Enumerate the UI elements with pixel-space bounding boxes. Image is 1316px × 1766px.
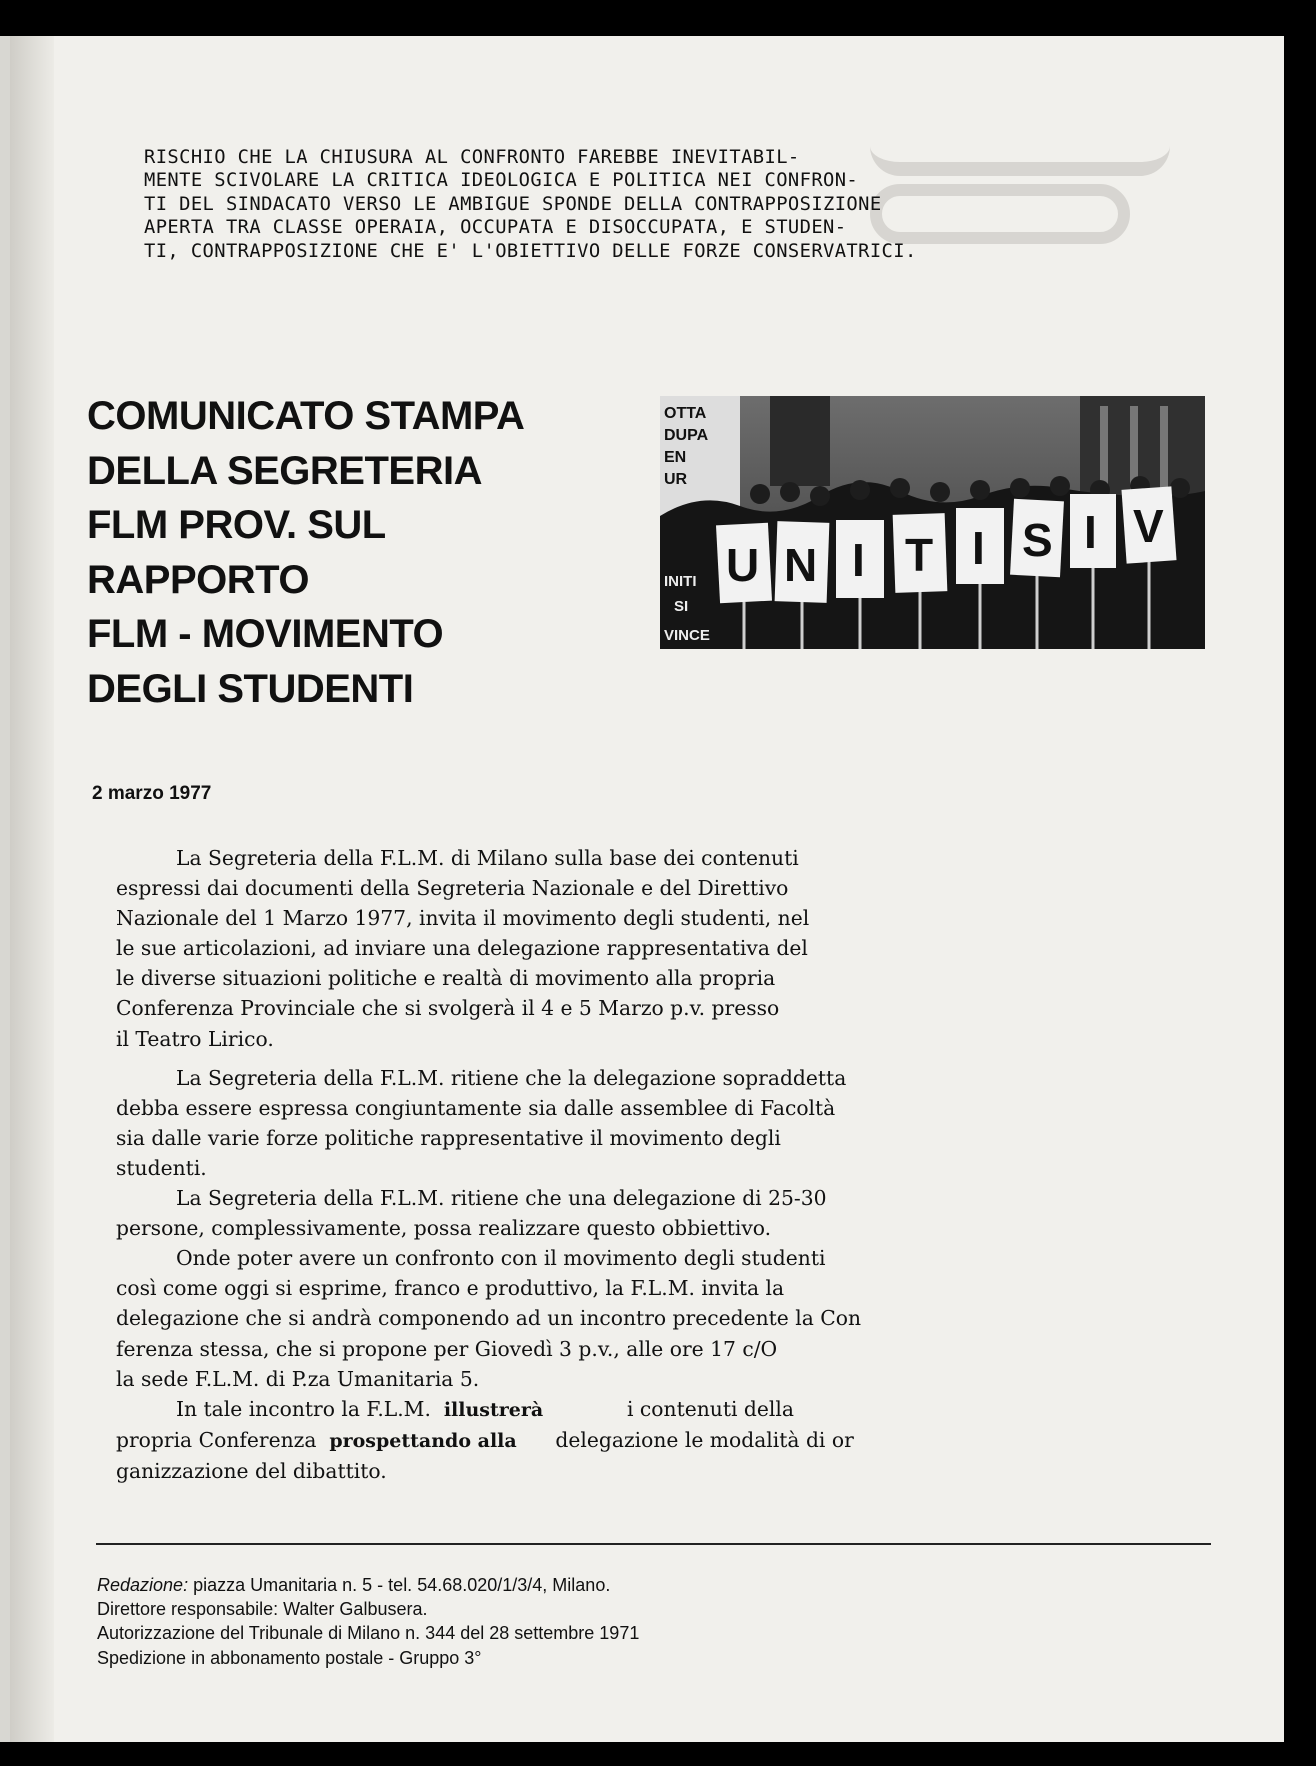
body-line: le diverse situazioni politiche e realtà di movimento alla propria [116,966,776,991]
colophon-redazione-label: Redazione: [97,1575,189,1595]
body-fragment: propria Conferenza [116,1427,317,1452]
headline-line: FLM - MOVIMENTO [87,612,444,656]
headline-line: RAPPORTO [87,557,309,602]
body-line: La Segreteria della F.L.M. ritiene che la delegazione sopraddetta [176,1065,847,1090]
body-line: il Teatro Lirico. [116,1026,274,1051]
photo-sign-letter: I [852,534,865,586]
photo-sign-letter: I [972,522,985,574]
photo-sign-letter: U [726,539,760,591]
body-line: espressi dai documenti della Segreteria Nazionale e del Direttivo [116,876,789,901]
body-line: persone, complessivamente, possa realizzare questo obbiettivo. [116,1216,772,1241]
body-text [116,843,1196,1486]
body-line: sia dalle varie forze politiche rappresentative il movimento degli [116,1125,781,1150]
top-line: MENTE SCIVOLARE LA CRITICA IDEOLOGICA E POLITICA NEI CONFRON- [144,170,859,192]
body-fragment: In tale incontro la F.L.M. [176,1396,431,1421]
photo-sign-letter: T [905,529,934,581]
body-line: delegazione che si andrà componendo ad un incontro precedente la Con [116,1306,862,1331]
headline-line: DELLA SEGRETERIA [87,448,482,493]
photo-banner-line: UR [664,471,688,488]
body-line: ganizzazione del dibattito. [116,1458,387,1483]
colophon-redazione-text: piazza Umanitaria n. 5 - tel. 54.68.020/1/3/4, Milano. [193,1575,611,1595]
top-line: TI DEL SINDACATO VERSO LE AMBIGUE SPONDE DELLA CONTRAPPOSIZIONE [144,193,882,215]
photo-side-line: INITI [664,573,697,590]
body-fragment-bold: illustrerà [443,1398,544,1421]
protest-photo [660,396,1205,649]
top-line: RISCHIO CHE LA CHIUSURA AL CONFRONTO FAREBBE INEVITABIL- [144,147,800,168]
body-line: Conferenza Provinciale che si svolgerà il 4 e 5 Marzo p.v. presso [116,996,780,1021]
colophon-divider [96,1543,1211,1545]
colophon-spedizione: Spedizione in abbonamento postale - Gruppo 3° [97,1647,482,1668]
body-line: la sede F.L.M. di P.za Umanitaria 5. [116,1366,480,1391]
photo-side-line: SI [674,598,689,615]
headline-line: DEGLI STUDENTI [87,666,414,711]
colophon-autorizzazione: Autorizzazione del Tribunale di Milano n. 344 del 28 settembre 1971 [97,1623,640,1644]
body-line: La Segreteria della F.L.M. di Milano sulla base dei contenuti [176,846,799,870]
document-page [0,36,1284,1742]
photo-banner-line: EN [664,449,687,466]
body-line: La Segreteria della F.L.M. ritiene che una delegazione di 25-30 [176,1186,827,1211]
top-line: APERTA TRA CLASSE OPERAIA, OCCUPATA E DISOCCUPATA, E STUDEN- [144,217,847,239]
body-fragment: i contenuti della [627,1396,794,1421]
photo-side-line: VINCE [664,627,710,644]
body-line: Onde poter avere un confronto con il movimento degli studenti [176,1246,826,1271]
page-binding-edge [10,36,54,1742]
body-fragment-bold: prospettando alla [329,1429,517,1452]
body-line: così come oggi si esprime, franco e produttivo, la F.L.M. invita la [116,1276,785,1301]
body-line: Nazionale del 1 Marzo 1977, invita il movimento degli studenti, nel [116,906,810,931]
headline-line: FLM PROV. SUL [87,503,386,547]
body-line: studenti. [116,1155,207,1180]
colophon-direttore: Direttore responsabile: Walter Galbusera. [97,1599,428,1620]
colophon-redazione [97,1573,997,1597]
photo-sign-letter: N [784,539,818,591]
body-fragment: delegazione le modalità di or [555,1427,854,1452]
photo-banner-line: OTTA [664,405,707,422]
colophon [97,1573,997,1670]
publication-date: 2 marzo 1977 [92,783,212,804]
body-line [116,1394,1196,1425]
photo-sign-letter: I [1084,506,1097,558]
body-line [116,1425,1196,1456]
body-line: ferenza stessa, che si propone per Giovedì 3 p.v., alle ore 17 c/O [116,1336,778,1361]
photo-sign-letter: S [1022,514,1053,566]
body-line: le sue articolazioni, ad inviare una delegazione rappresentativa del [116,936,808,961]
protest-photo-drawing [660,396,1205,649]
top-line: TI, CONTRAPPOSIZIONE CHE E' L'OBIETTIVO DELLE FORZE CONSERVATRICI. [144,240,917,262]
photo-banner-line: DUPA [664,427,709,444]
photo-sign-letter: V [1133,500,1164,552]
top-paragraph [144,146,1144,263]
headline-line: COMUNICATO STAMPA [87,394,525,438]
headline [87,389,647,716]
body-line: debba essere espressa congiuntamente sia dalle assemblee di Facoltà [116,1095,836,1120]
